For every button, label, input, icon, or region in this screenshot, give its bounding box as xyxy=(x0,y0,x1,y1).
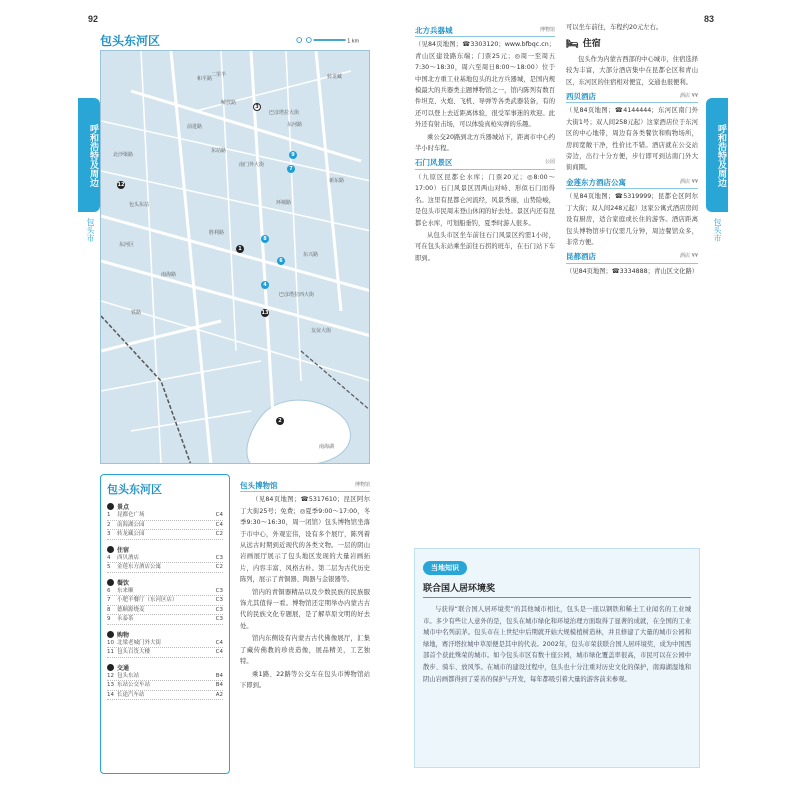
legend-item-grid: C4 xyxy=(215,512,223,518)
sights-column xyxy=(415,22,555,546)
legend-item-name: 东来顺 xyxy=(117,587,134,594)
legend-item-name: 小肥羊餐厅（东河区店） xyxy=(117,597,178,603)
map-label: 前进路 xyxy=(187,124,203,130)
legend-item-grid: C3 xyxy=(215,597,223,603)
legend-item[interactable] xyxy=(107,511,223,521)
map-pin-sight[interactable]: 1 xyxy=(236,245,244,253)
map-pin-sight[interactable]: 3 xyxy=(253,103,261,111)
legend-item-number: 13 xyxy=(107,682,114,688)
map-pin-transport[interactable]: 12 xyxy=(117,182,125,188)
legend-item-name: 北梁老城门外大街 xyxy=(117,639,162,646)
legend-title: 包头东河区 xyxy=(107,483,162,496)
legend-section-head xyxy=(107,545,223,554)
map-pin-food[interactable]: 9 xyxy=(289,151,297,159)
map-pin-hotel[interactable]: 4 xyxy=(261,281,269,289)
map-label: 南海湖 xyxy=(319,444,335,450)
legend-item-number: 2 xyxy=(107,521,111,528)
entry-name: 北方兵器城 xyxy=(415,26,453,35)
knowledge-tag: 当地知识 xyxy=(423,561,467,575)
map-label: 南海路 xyxy=(161,272,177,278)
side-tab-left-sub: 包头市 xyxy=(86,218,95,242)
legend-section-head xyxy=(107,578,223,587)
legend-item[interactable] xyxy=(107,639,223,649)
legend-item-grid: C2 xyxy=(215,531,223,537)
scale-label: 1 km xyxy=(347,39,360,44)
legend-section xyxy=(107,578,223,625)
legend-item-name: 德顺源烧麦 xyxy=(117,606,145,613)
entry-tag: 酒店 ¥¥ xyxy=(680,253,698,260)
legend-item-number: 14 xyxy=(107,691,114,698)
legend-item[interactable] xyxy=(107,596,223,606)
entry-header xyxy=(415,25,555,37)
legend-section-label: 交通 xyxy=(117,664,130,672)
legend-item-name: 昆都仑广场 xyxy=(117,512,145,518)
legend-item-grid: C4 xyxy=(215,639,223,646)
map-label: 包头东站 xyxy=(129,202,150,208)
legend-item-name: 金莲东方酒店公寓 xyxy=(117,564,162,570)
map-label: 北沙梁路 xyxy=(113,152,134,158)
legend-item-number: 8 xyxy=(107,606,111,613)
map-label: 东河路 xyxy=(287,122,303,128)
category-icon xyxy=(107,631,114,638)
map-label: 东站路 xyxy=(211,148,227,154)
legend-item-number: 10 xyxy=(107,639,114,646)
legend-item-number: 11 xyxy=(107,649,114,655)
paragraph: 包头作为内蒙古西部的中心城市，住宿选择较为丰富，大部分酒店集中在昆都仑区和青山区，东河区的住宿相对便宜，交通也很便利。 xyxy=(566,55,698,86)
map-label: 解放路 xyxy=(221,100,237,106)
entry-name: 西贝酒店 xyxy=(566,92,596,102)
legend-item-number: 6 xyxy=(107,587,111,594)
legend-item[interactable] xyxy=(107,554,223,564)
legend-section-head xyxy=(107,630,223,639)
map-label: 东河区 xyxy=(119,242,135,248)
legend-section-label: 购物 xyxy=(117,631,130,639)
legend-item[interactable] xyxy=(107,606,223,616)
map-label: 南门外大街 xyxy=(239,162,265,168)
knowledge-title: 联合国人居环境奖 xyxy=(423,581,691,598)
map-pin-food[interactable]: 7 xyxy=(287,165,295,173)
legend-item-grid: B4 xyxy=(215,672,223,679)
section-header xyxy=(566,39,698,50)
entry-name: 金莲东方酒店公寓 xyxy=(566,177,626,187)
entry-name: 昆都酒店 xyxy=(566,252,596,262)
legend-item-name: 包头百货大楼 xyxy=(117,649,151,655)
legend-item[interactable] xyxy=(107,672,223,682)
page-number-left: 92 xyxy=(88,14,99,24)
map-pin-food[interactable]: 6 xyxy=(277,257,285,265)
section-title: 住宿 xyxy=(582,39,601,50)
knowledge-body: 与获得“联合国人居环境奖”的其他城市相比，包头是一座以钢铁和稀土工业闻名的工业城市。多少有些让人意外的是，包头在城市绿化和环境治理方面取得了显著的成就，在全国的工业城市中名列前茅。包头市在上世纪中后期就开始大规模植树造林，并且修建了大量的城市公园和绿地，赛汗塔拉城中草原便是其中的代表。2002年，包头市荣获联合国人居环境奖，成为中国西部首个获此殊荣的城市。如今包头市区有数十座公园，城市绿化覆盖率很高，市民可以在公园中散步、骑车、放风筝。在城市的建设过程中，包头也十分注重对历史文化的保护，南海湖湿地和阴山岩画都得到了妥善的保护与开发，每年都吸引着大量的游客前来参观。 xyxy=(423,606,691,683)
paragraph: 馆内东侧设有内蒙古古代佛像展厅，汇集了藏传佛教的珍贵造像，展品精美，工艺独特。 xyxy=(240,635,370,666)
legend-item[interactable] xyxy=(107,530,223,540)
side-tab-left[interactable]: 呼和浩特及周边 xyxy=(78,98,100,212)
legend-item-number: 1 xyxy=(107,512,111,518)
map-label: 胜利路 xyxy=(209,230,225,236)
map-label: 铁路 xyxy=(131,310,142,316)
side-tab-right[interactable]: 呼和浩特及周边 xyxy=(706,98,728,212)
map-roads xyxy=(101,51,370,464)
legend-item-grid: C3 xyxy=(215,554,223,561)
category-icon xyxy=(107,664,114,671)
legend-item[interactable] xyxy=(107,563,223,573)
legend-item[interactable] xyxy=(107,681,223,691)
lodging-column xyxy=(566,22,698,512)
entry-header xyxy=(566,177,698,189)
map-label: 巴彦塔拉大街 xyxy=(269,110,300,116)
legend-item-grid: C4 xyxy=(215,521,223,528)
legend-item[interactable] xyxy=(107,648,223,658)
map-label: 和平路 xyxy=(197,76,213,82)
legend-item-grid: C4 xyxy=(215,649,223,655)
legend-item-grid: C3 xyxy=(215,616,223,622)
legend-item[interactable] xyxy=(107,587,223,597)
legend-item-name: 东站公交车站 xyxy=(117,682,151,688)
local-knowledge-box xyxy=(414,548,700,768)
map-pin-food[interactable]: 8 xyxy=(261,235,269,243)
map-label: 新东路 xyxy=(329,178,345,184)
legend-section xyxy=(107,545,223,573)
legend-item-grid: C3 xyxy=(215,587,223,594)
entry-name: 包头博物馆 xyxy=(240,481,278,490)
paragraph: （九原区昆都仑水库；门票20元；◎8:00～17:00）石门风景区因两山对峙、形似石门而得名。这里有昆都仑河流经，风景秀丽，山势险峻，是包头市民周末登山休闲的好去处。景区内还有昆都仑水库，可划船垂钓，夏季时游人很多。 xyxy=(415,173,555,227)
map-label: 巴彦塔拉西大街 xyxy=(279,292,315,298)
paragraph: 馆内的青铜器精品以及少数民族的民族服饰尤其值得一看。博物馆还定期举办内蒙古古代的民族文化专题展，是了解草原文明的好去处。 xyxy=(240,588,370,630)
map-pin-transport[interactable]: 13 xyxy=(261,310,269,316)
entry-header xyxy=(240,480,370,492)
legend-item-number: 5 xyxy=(107,564,111,570)
category-icon xyxy=(107,546,114,553)
legend-section xyxy=(107,502,223,540)
entry-tag: 公园 xyxy=(544,159,555,166)
map-label: 转龙藏 xyxy=(327,74,343,80)
entry-name: 石门风景区 xyxy=(415,158,453,168)
legend-section xyxy=(107,630,223,658)
category-icon xyxy=(107,579,114,586)
map-label: 友谊大街 xyxy=(311,328,332,334)
legend-section-head xyxy=(107,663,223,672)
map-pin-sight[interactable]: 2 xyxy=(276,417,284,425)
legend-item[interactable] xyxy=(107,521,223,531)
legend-item-grid: A2 xyxy=(215,691,223,698)
entry-header xyxy=(415,157,555,169)
page-number-right: 83 xyxy=(704,14,715,24)
entry-header xyxy=(566,251,698,263)
legend-item-name: 西贝酒店 xyxy=(117,554,140,561)
map-title: 包头东河区 xyxy=(100,34,161,48)
legend-item-name: 南海湖公园 xyxy=(117,521,145,528)
legend-item-name: 长途汽车站 xyxy=(117,691,145,698)
legend-item-name: 包头东站 xyxy=(117,672,140,679)
legend-section xyxy=(107,663,223,701)
category-icon xyxy=(107,503,114,510)
map-scale-bar xyxy=(288,36,368,44)
district-map[interactable] xyxy=(100,50,370,464)
paragraph: 从包头市区坐车前往石门风景区约需1小时，可在包头东站乘坐前往石拐的班车，在石门站下车即到。 xyxy=(415,231,555,262)
museum-column xyxy=(240,477,370,773)
legend-section-head xyxy=(107,502,223,511)
legend-item-number: 9 xyxy=(107,616,111,622)
legend-item-number: 7 xyxy=(107,597,111,603)
legend-section-label: 景点 xyxy=(117,504,130,511)
legend-item-number: 3 xyxy=(107,531,111,537)
paragraph: （见84页地图；☎3303120；www.bfbqc.cn；青山区建设路东端；门票25元；◎周一至周五7:30～18:30，周六至周日8:00～18:00）位于中国北方重工业基地包头的北方兵器城，是国内规模最大的兵器类主题博物馆之一，馆内陈列有数百件坦克、火炮、飞机、导弹等各类武器装备，有的还可以登上去近距离体验，很受军事迷的欢迎。此外还有射击场，可以体验真枪实弹的乐趣。 xyxy=(415,41,555,129)
bed-icon: 🛏 xyxy=(566,39,579,51)
entry-tag: 酒店 ¥¥ xyxy=(680,93,698,100)
map-legend xyxy=(100,474,230,774)
entry-header xyxy=(566,91,698,103)
legend-item[interactable] xyxy=(107,691,223,701)
map-label: 东兴路 xyxy=(303,252,319,258)
legend-item-number: 12 xyxy=(107,672,114,679)
legend-item-name: 永泰茶 xyxy=(117,616,134,622)
map-label: 二里半 xyxy=(211,72,227,78)
paragraph: （见84页地图；☎5317610；昆区阿尔丁大街25号；免费；◎夏季9:00～17:00，冬季9:30～16:30，周一闭馆）包头博物馆坐落于市中心，外观宏伟，设有多个展厅，陈列着从远古时期到近现代的各类文物。一层的阴山岩画展厅展示了包头地区发现的大量岩画拓片，内容丰富、风格古朴。第二层为古代历史陈列，展示了青铜器、陶器与金银器等。 xyxy=(240,496,370,584)
paragraph: （见84页地图；☎5319999；昆都仑区阿尔丁大街；双人间248元起）这家公寓式酒店房间设有厨房，适合家庭或长住的游客。酒店距离包头博物馆步行仅需几分钟，周边餐馆众多，非常方便。 xyxy=(566,193,698,246)
legend-item-number: 4 xyxy=(107,554,111,561)
side-tab-right-sub: 包头市 xyxy=(713,218,722,242)
map-label: 环城路 xyxy=(276,200,292,206)
paragraph: 乘1路、22路等公交车在包头市博物馆站下即到。 xyxy=(240,670,370,689)
paragraph: 可以坐车前往，车程约20元左右。 xyxy=(566,24,663,31)
legend-item-grid: B4 xyxy=(215,682,223,688)
legend-section-label: 餐饮 xyxy=(117,579,130,587)
legend-item-name: 转龙藏公园 xyxy=(117,531,145,537)
legend-section-label: 住宿 xyxy=(117,546,130,554)
entry-tag: 酒店 ¥¥ xyxy=(680,178,698,185)
entry-tag: 博物馆 xyxy=(354,482,370,488)
legend-item-grid: C2 xyxy=(215,564,223,570)
paragraph: 乘公交20路到北方兵器城站下，距离市中心约半小时车程。 xyxy=(415,133,555,153)
legend-item[interactable] xyxy=(107,615,223,625)
legend-sections xyxy=(107,502,223,700)
legend-item-grid: C3 xyxy=(215,606,223,613)
paragraph: （见84页地图；☎4144444；东河区南门外大街1号；双人间258元起）这家酒店位于东河区的中心地带，周边有各类餐饮和购物场所，房间宽敞干净，性价比不错。酒店就在公交站旁边，出行十分方便，步行即可到达南门外大街商圈。 xyxy=(566,107,698,172)
paragraph: （见84页地图；☎3334888；青山区文化路） xyxy=(566,267,698,275)
entry-tag: 博物馆 xyxy=(539,27,555,33)
